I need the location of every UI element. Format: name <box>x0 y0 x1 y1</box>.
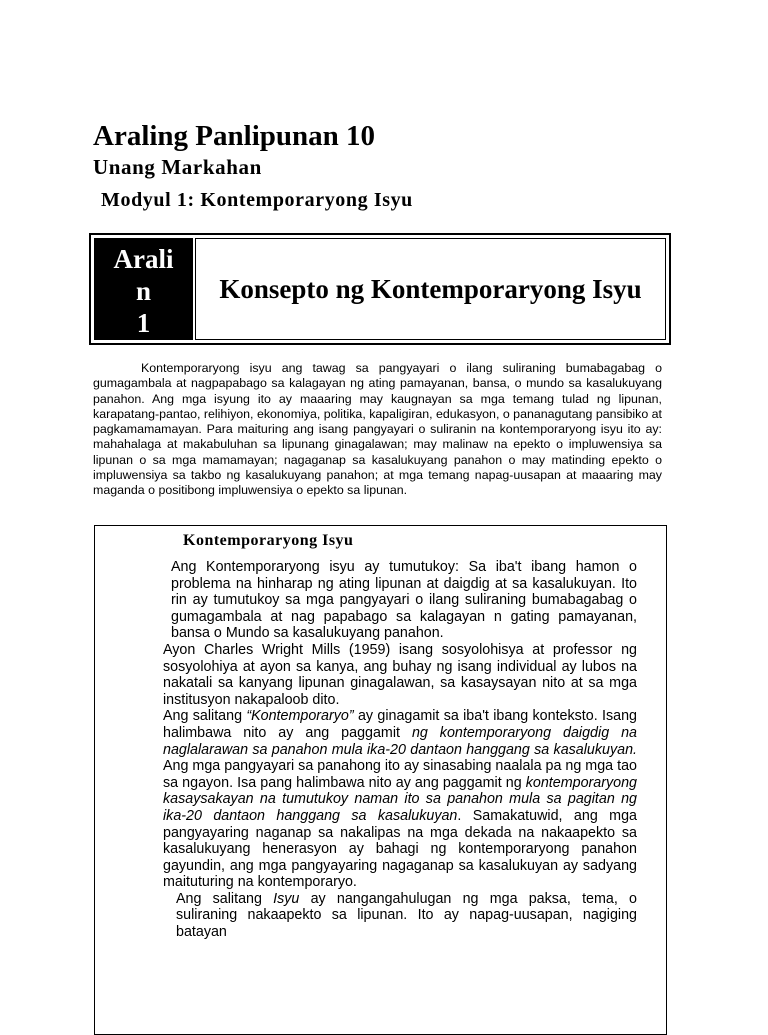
intro-text: Kontemporaryong isyu ang tawag sa pangyayari o ilang suliraning bumabagabag o gumagambala at nagpapabago sa kalagayan ng ating pamayanan, bansa, o mundo sa kasalukuyang panahon. Ang mga isyung ito ay maaaring may kaugnayan sa mga temang tulad ng lipunan, karapatang-pantao, relihiyon, ekonomiya, politika, kapaligiran, edukasyon, o pananagutang pansibiko at pagkamamamayan. Para maituring ang isang pangyayari o suliranin na kontemporaryong isyu ito ay: mahahalaga at makabuluhan sa lipunang ginagalawan; may malinaw na epekto o impluwensiya sa lipunan o sa mga mamamayan; nagaganap sa kasalukuyang panahon o may matinding epekto o impluwensiya sa takbo ng kasalukuyang panahon; at mga temang napag-uusapan at maaaring may maganda o positibong impluwensiya o epekto sa lipunan. <box>93 361 662 498</box>
lesson-number-line: 1 <box>136 308 151 338</box>
lesson-number-block <box>94 238 193 340</box>
lesson-title: Konsepto ng Kontemporaryong Isyu <box>195 238 666 340</box>
box-paragraph-3 <box>116 708 637 891</box>
box-body <box>116 559 637 941</box>
content-box <box>94 525 667 1035</box>
lesson-banner <box>89 233 671 345</box>
box-paragraph-1: Ang Kontemporaryong isyu ay tumutukoy: Sa iba't ibang hamon o problema na hinharap ng ating lipunan at daigdig at sa kasalukuyan. Ito rin ay tumutukoy sa mga pangyayari o ilang suliraning bumabagabag o gumagambala at nag papabago sa kalagayan n gating pamayanan, bansa o Mundo sa kasalukuyang panahon. <box>171 559 637 642</box>
box-paragraph-2: Ayon Charles Wright Mills (1959) isang sosyolohisya at professor ng sosyolohiya at ayon sa kanya, ang buhay ng isang individual ay lubos na nakatali sa kanyang lipunan ginagalawan, sa kasaysayan nito at sa mga institusyon nakapaloob dito. <box>163 641 637 708</box>
box-heading: Kontemporaryong Isyu <box>183 532 354 549</box>
text-run: . Samakatuwid, ang mga pangyayaring naganap sa nakalipas na mga dekada na nakaapekto sa kasalukuyang henerasyon ay bahagi ng kontemporaryong panahon gayundin, ang mga pangyayaring nagaganap sa kasalukuyan ay sadyang maituturing na kontemporaryo. <box>163 807 637 891</box>
module-title: Modyul 1: Kontemporaryong Isyu <box>101 189 413 211</box>
lesson-number-line: Arali <box>113 244 174 274</box>
italic-text: Isyu <box>273 890 300 907</box>
subject-title: Araling Panlipunan 10 <box>93 120 376 152</box>
text-run: ay ginagamit sa iba't ibang konteksto. Isang halimbawa nito ay ang paggamit <box>163 708 637 741</box>
quarter-label: Unang Markahan <box>93 155 262 179</box>
text-run: Ang mga pangyayari sa panahong ito ay sinasabing naalala pa ng mga tao sa ngayon. Isa pang halimbawa nito ay ang paggamit ng <box>163 758 637 791</box>
italic-text: kontemporaryong kasaysakayan na tumutukoy naman ito sa panahon mula sa pagitan ng ika-20 dantaon hanggang sa kasalukuyan <box>163 774 637 824</box>
text-run: Ang salitang <box>176 890 274 907</box>
italic-text: “Kontemporaryo” <box>246 708 354 725</box>
intro-paragraph <box>93 361 662 499</box>
box-paragraph-4 <box>116 891 637 941</box>
italic-text: ng kontemporaryong daigdig na naglalarawan sa panahon mula ika-20 dantaon hanggang sa kasalukuyan. <box>163 724 637 758</box>
text-run: Ang salitang <box>163 708 247 725</box>
text-run: ay nangangahulugan ng mga paksa, tema, o suliraning nakaapekto sa lipunan. Ito ay napag-uusapan, nagiging batayan <box>176 890 637 941</box>
lesson-number-line: n <box>135 276 152 306</box>
